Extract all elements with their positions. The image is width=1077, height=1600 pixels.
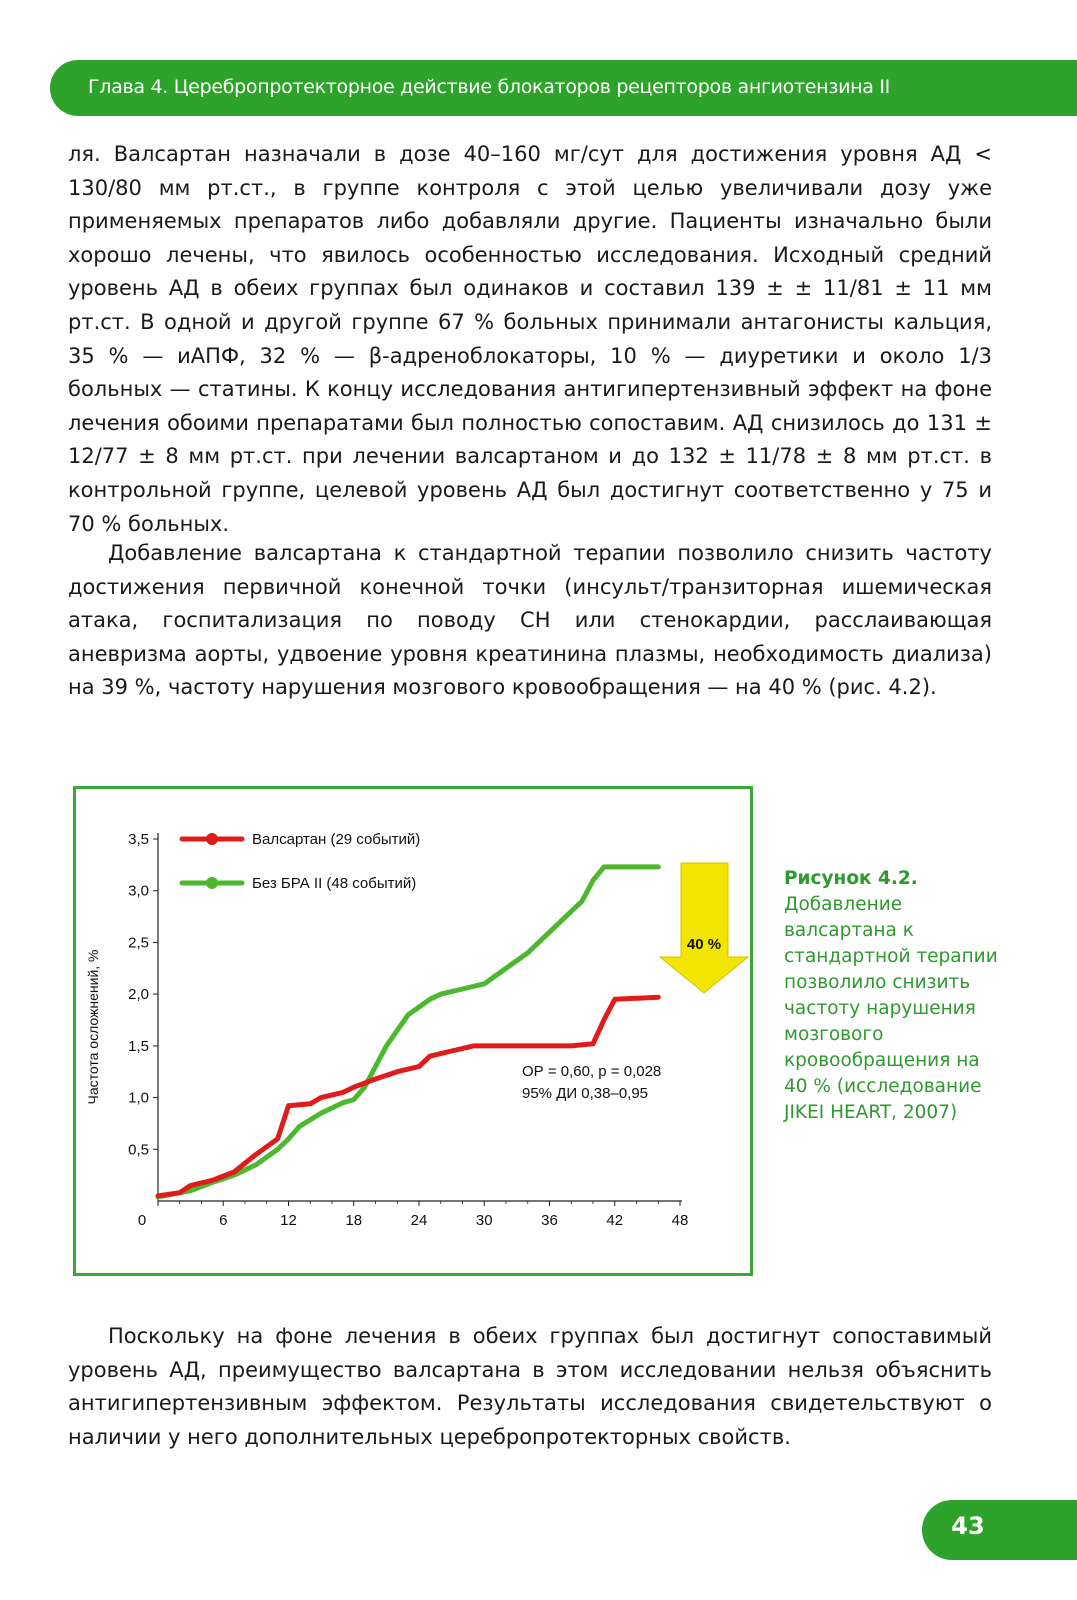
stats-confidence-interval: 95% ДИ 0,38–0,95	[522, 1085, 649, 1102]
paragraph-1: ля. Валсартан назначали в дозе 40–160 мг/сут для достижения уровня АД < 130/80 мм рт.ст., в группе контроля с этой целью увеличивали дозу уже применяемых препаратов либо добавляли другие. Пациенты изначально были хорошо лечены, что явилось особенностью исследования. Исходный средний уровень АД в обеих группах был одинаков и составил 139 ± ± 11/81 ± 11 мм рт.ст. В одной и другой группе 67 % больных принимали антагонисты кальция, 35 % — иАПФ, 32 % — β-адреноблокаторы, 10 % — диуретики и около 1/3 больных — статины. К концу исследования антигипертензивный эффект на фоне лечения обоими препаратами был полностью сопоставим. АД снизилось до 131 ± 12/77 ± 8 мм рт.ст. при лечении валсартаном и до 132 ± 11/78 ± 8 мм рт.ст. в контрольной группе, целевой уровень АД был достигнут соответственно у 75 и 70 % больных.	[68, 142, 992, 536]
figure-caption-text: Добавление валсартана к стандартной терапии позволило снизить частоту нарушения мозгового кровообращения на 40 % (исследование JIKEI HEART, 2007)	[784, 894, 998, 1123]
x-tick-label: 48	[671, 1212, 689, 1229]
reduction-arrow-label: 40 %	[686, 936, 722, 953]
x-tick-label: 30	[475, 1212, 493, 1229]
y-tick-label: 0,5	[128, 1141, 149, 1159]
chart-lines	[158, 867, 658, 1197]
y-tick-label: 2,5	[128, 934, 149, 952]
stats-hazard-ratio: ОР = 0,60, p = 0,028	[522, 1063, 662, 1080]
x-tick-label: 0	[137, 1212, 147, 1229]
legend-label-0: Валсартан (29 событий)	[252, 831, 421, 848]
figure-caption-title: Рисунок 4.2.	[784, 868, 918, 889]
page-number: 43	[951, 1512, 985, 1540]
x-tick-label: 24	[410, 1212, 428, 1229]
y-tick-label: 1,5	[128, 1037, 149, 1055]
event-rate-chart	[76, 789, 750, 1273]
legend-label-1: Без БРА II (48 событий)	[252, 875, 417, 892]
legend-marker-1	[206, 877, 218, 889]
x-tick-label: 36	[541, 1212, 558, 1229]
paragraph-3: Поскольку на фоне лечения в обеих группах был достигнут сопоставимый уровень АД, преимущество валсартана в этом исследовании нельзя объяснить антигипертензивным эффектом. Результаты исследования свидетельствуют о наличии у него дополнительных церебропротекторных свойств.	[68, 1324, 992, 1449]
y-axis-label: Частота осложнений, %	[85, 949, 101, 1105]
x-tick-label: 18	[345, 1212, 363, 1229]
y-tick-label: 3,0	[128, 882, 149, 900]
figure-frame	[73, 786, 753, 1276]
chart-legend	[182, 831, 420, 892]
x-tick-label: 12	[280, 1212, 297, 1229]
legend-marker-0	[206, 833, 218, 845]
y-tick-label: 1,0	[128, 1089, 149, 1107]
y-tick-label: 2,0	[128, 986, 149, 1004]
chapter-title: Глава 4. Церебропротекторное действие блокаторов рецепторов ангиотензина II	[88, 76, 890, 98]
x-tick-label: 42	[606, 1212, 624, 1229]
y-tick-label: 3,5	[128, 831, 149, 848]
x-tick-label: 6	[219, 1212, 228, 1229]
series-line-1	[158, 867, 658, 1197]
reduction-arrow	[660, 863, 748, 993]
figure-caption	[784, 866, 1009, 1126]
paragraph-2: Добавление валсартана к стандартной терапии позволило снизить частоту достижения первичной конечной точки (инсульт/транзиторная ишемическая атака, госпитализация по поводу СН или стенокардии, расслаивающая аневризма аорты, удвоение уровня креатинина плазмы, необходимость диализа) на 39 %, частоту нарушения мозгового кровообращения — на 40 % (рис. 4.2).	[68, 541, 992, 700]
